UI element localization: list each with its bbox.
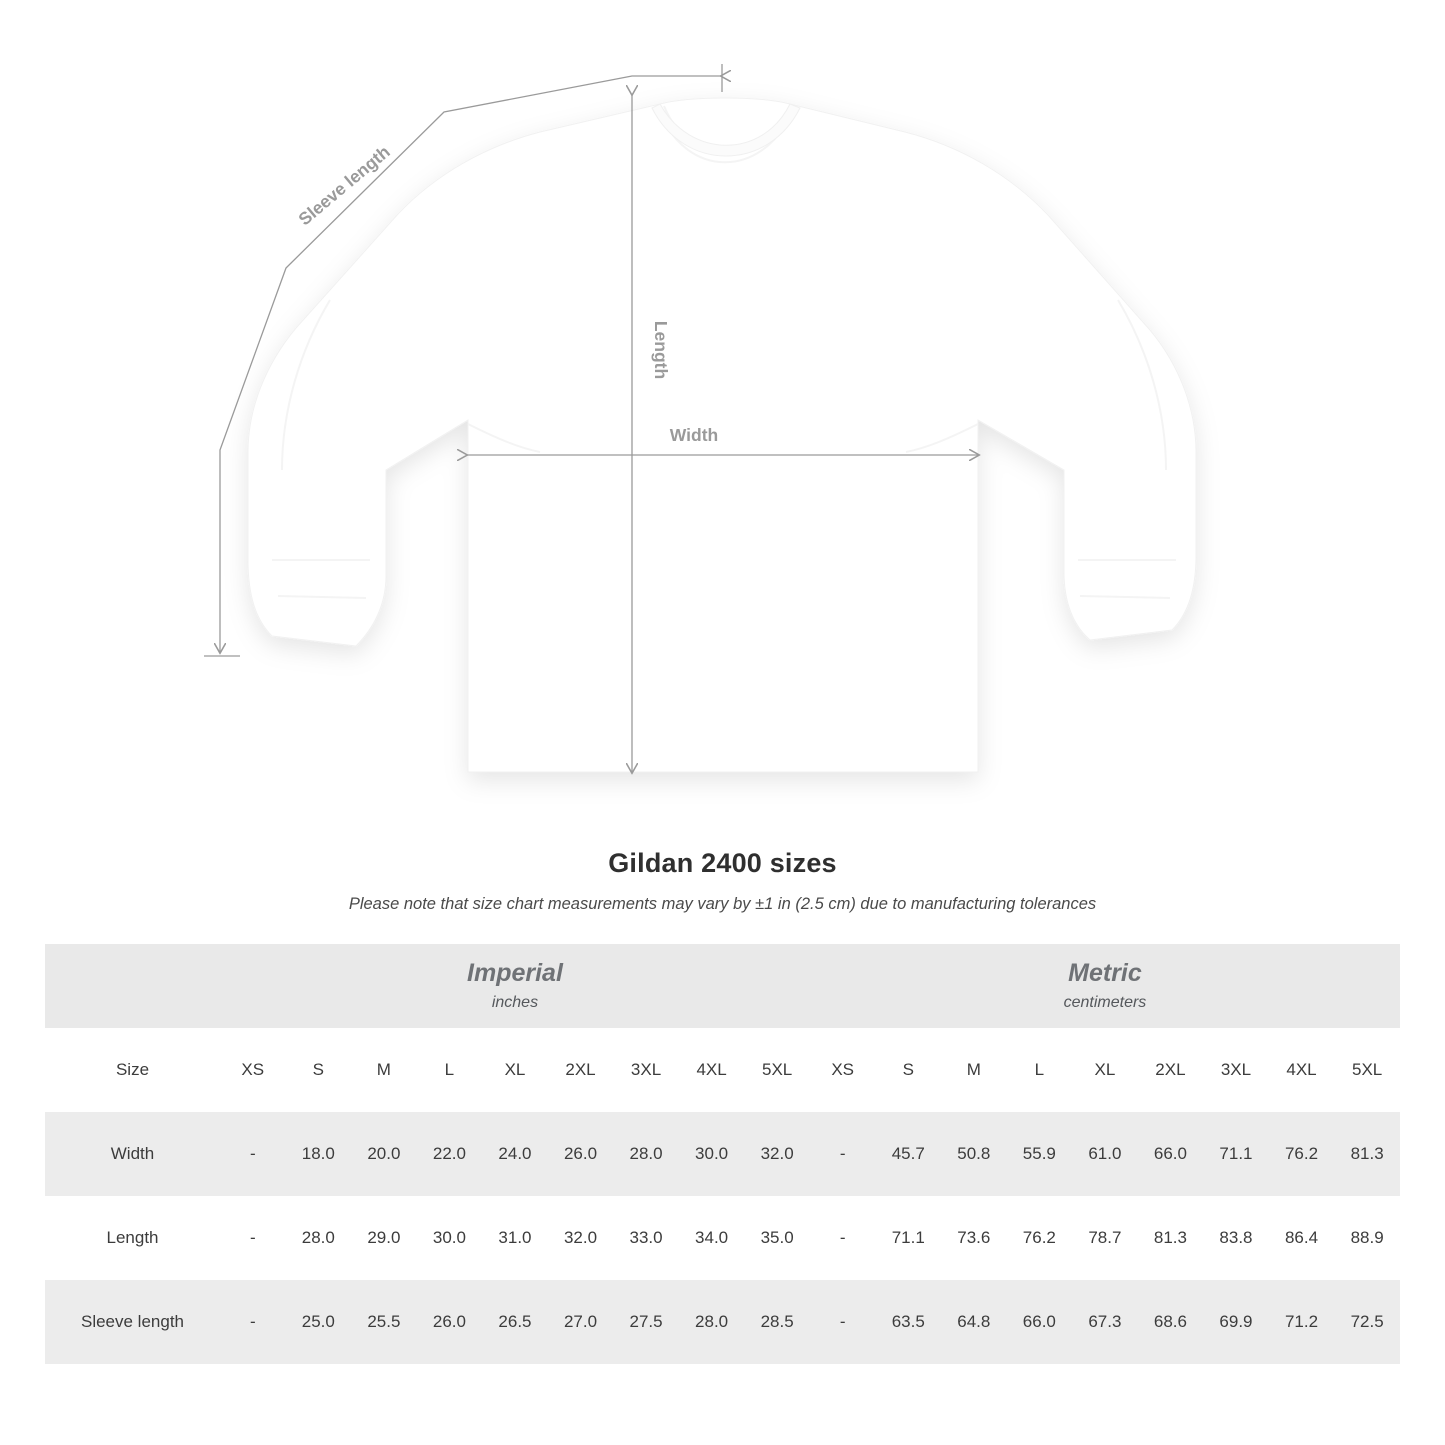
cell: 25.0 — [286, 1280, 352, 1364]
unit-header-spacer — [45, 944, 220, 1028]
cell: 81.3 — [1334, 1112, 1400, 1196]
size-cell: 5XL — [744, 1028, 810, 1112]
size-cell: M — [351, 1028, 417, 1112]
size-cell: 5XL — [1334, 1028, 1400, 1112]
cell: 26.0 — [417, 1280, 483, 1364]
cell: - — [220, 1280, 286, 1364]
size-row-label: Size — [45, 1028, 220, 1112]
size-cell: 2XL — [548, 1028, 614, 1112]
size-table — [45, 944, 1400, 1364]
cell: 69.9 — [1203, 1280, 1269, 1364]
cell: - — [220, 1196, 286, 1280]
width-label: Width — [669, 425, 719, 445]
cell: 63.5 — [875, 1280, 941, 1364]
cell: - — [810, 1280, 876, 1364]
cell: 27.5 — [613, 1280, 679, 1364]
table-row — [45, 1196, 1400, 1280]
size-cell: 3XL — [1203, 1028, 1269, 1112]
size-cell: S — [875, 1028, 941, 1112]
length-label: Length — [651, 320, 671, 380]
cell: 35.0 — [744, 1196, 810, 1280]
page-title: Gildan 2400 sizes — [608, 848, 837, 878]
cell: 28.5 — [744, 1280, 810, 1364]
cell: 34.0 — [679, 1196, 745, 1280]
cell: 30.0 — [417, 1196, 483, 1280]
cell: 76.2 — [1007, 1196, 1073, 1280]
cell: 73.6 — [941, 1196, 1007, 1280]
imperial-name: Imperial — [467, 959, 563, 988]
cell: 33.0 — [613, 1196, 679, 1280]
size-cell: XS — [220, 1028, 286, 1112]
cell: 32.0 — [548, 1196, 614, 1280]
cell: 64.8 — [941, 1280, 1007, 1364]
row-label-width: Width — [45, 1112, 220, 1196]
row-label-sleeve-length: Sleeve length — [45, 1280, 220, 1364]
cell: 26.0 — [548, 1112, 614, 1196]
cell: 71.1 — [875, 1196, 941, 1280]
size-table-wrap — [0, 944, 1445, 1364]
cell: 76.2 — [1269, 1112, 1335, 1196]
size-row — [45, 1028, 1400, 1112]
cell: 55.9 — [1007, 1112, 1073, 1196]
cell: 68.6 — [1138, 1280, 1204, 1364]
unit-header-row — [45, 944, 1400, 1028]
imperial-header — [220, 944, 810, 1028]
cell: 31.0 — [482, 1196, 548, 1280]
cell: 26.5 — [482, 1280, 548, 1364]
size-cell: 4XL — [679, 1028, 745, 1112]
size-cell: XS — [810, 1028, 876, 1112]
size-cell: M — [941, 1028, 1007, 1112]
cell: 71.2 — [1269, 1280, 1335, 1364]
cell: 25.5 — [351, 1280, 417, 1364]
cell: 22.0 — [417, 1112, 483, 1196]
cell: 30.0 — [679, 1112, 745, 1196]
cell: 18.0 — [286, 1112, 352, 1196]
cell: - — [810, 1196, 876, 1280]
table-row — [45, 1280, 1400, 1364]
cell: 20.0 — [351, 1112, 417, 1196]
shirt-body-shape — [248, 98, 1196, 772]
size-cell: 2XL — [1138, 1028, 1204, 1112]
cell: 45.7 — [875, 1112, 941, 1196]
cell: 32.0 — [744, 1112, 810, 1196]
row-label-length: Length — [45, 1196, 220, 1280]
cell: 28.0 — [613, 1112, 679, 1196]
cell: 29.0 — [351, 1196, 417, 1280]
cell: 67.3 — [1072, 1280, 1138, 1364]
cell: 66.0 — [1007, 1280, 1073, 1364]
metric-header — [810, 944, 1400, 1028]
metric-sub: centimeters — [1063, 993, 1147, 1011]
cell: 28.0 — [286, 1196, 352, 1280]
size-cell: XL — [1072, 1028, 1138, 1112]
cell: 66.0 — [1138, 1112, 1204, 1196]
cell: 61.0 — [1072, 1112, 1138, 1196]
sleeve-length-label: Sleeve length — [294, 141, 394, 230]
cell: 71.1 — [1203, 1112, 1269, 1196]
cell: 81.3 — [1138, 1196, 1204, 1280]
size-cell: L — [417, 1028, 483, 1112]
size-cell: L — [1007, 1028, 1073, 1112]
cell: 28.0 — [679, 1280, 745, 1364]
imperial-sub: inches — [491, 993, 539, 1011]
size-cell: 3XL — [613, 1028, 679, 1112]
table-row — [45, 1112, 1400, 1196]
size-cell: XL — [482, 1028, 548, 1112]
cell: - — [220, 1112, 286, 1196]
cell: - — [810, 1112, 876, 1196]
cell: 86.4 — [1269, 1196, 1335, 1280]
cell: 78.7 — [1072, 1196, 1138, 1280]
cell: 50.8 — [941, 1112, 1007, 1196]
size-cell: 4XL — [1269, 1028, 1335, 1112]
cell: 24.0 — [482, 1112, 548, 1196]
title-block — [0, 848, 1445, 914]
metric-name: Metric — [1068, 959, 1142, 988]
cell: 27.0 — [548, 1280, 614, 1364]
cell: 88.9 — [1334, 1196, 1400, 1280]
cell: 72.5 — [1334, 1280, 1400, 1364]
tolerance-note: Please note that size chart measurements may vary by ±1 in (2.5 cm) due to manufacturing tolerances — [348, 895, 1097, 913]
cell: 83.8 — [1203, 1196, 1269, 1280]
size-cell: S — [286, 1028, 352, 1112]
